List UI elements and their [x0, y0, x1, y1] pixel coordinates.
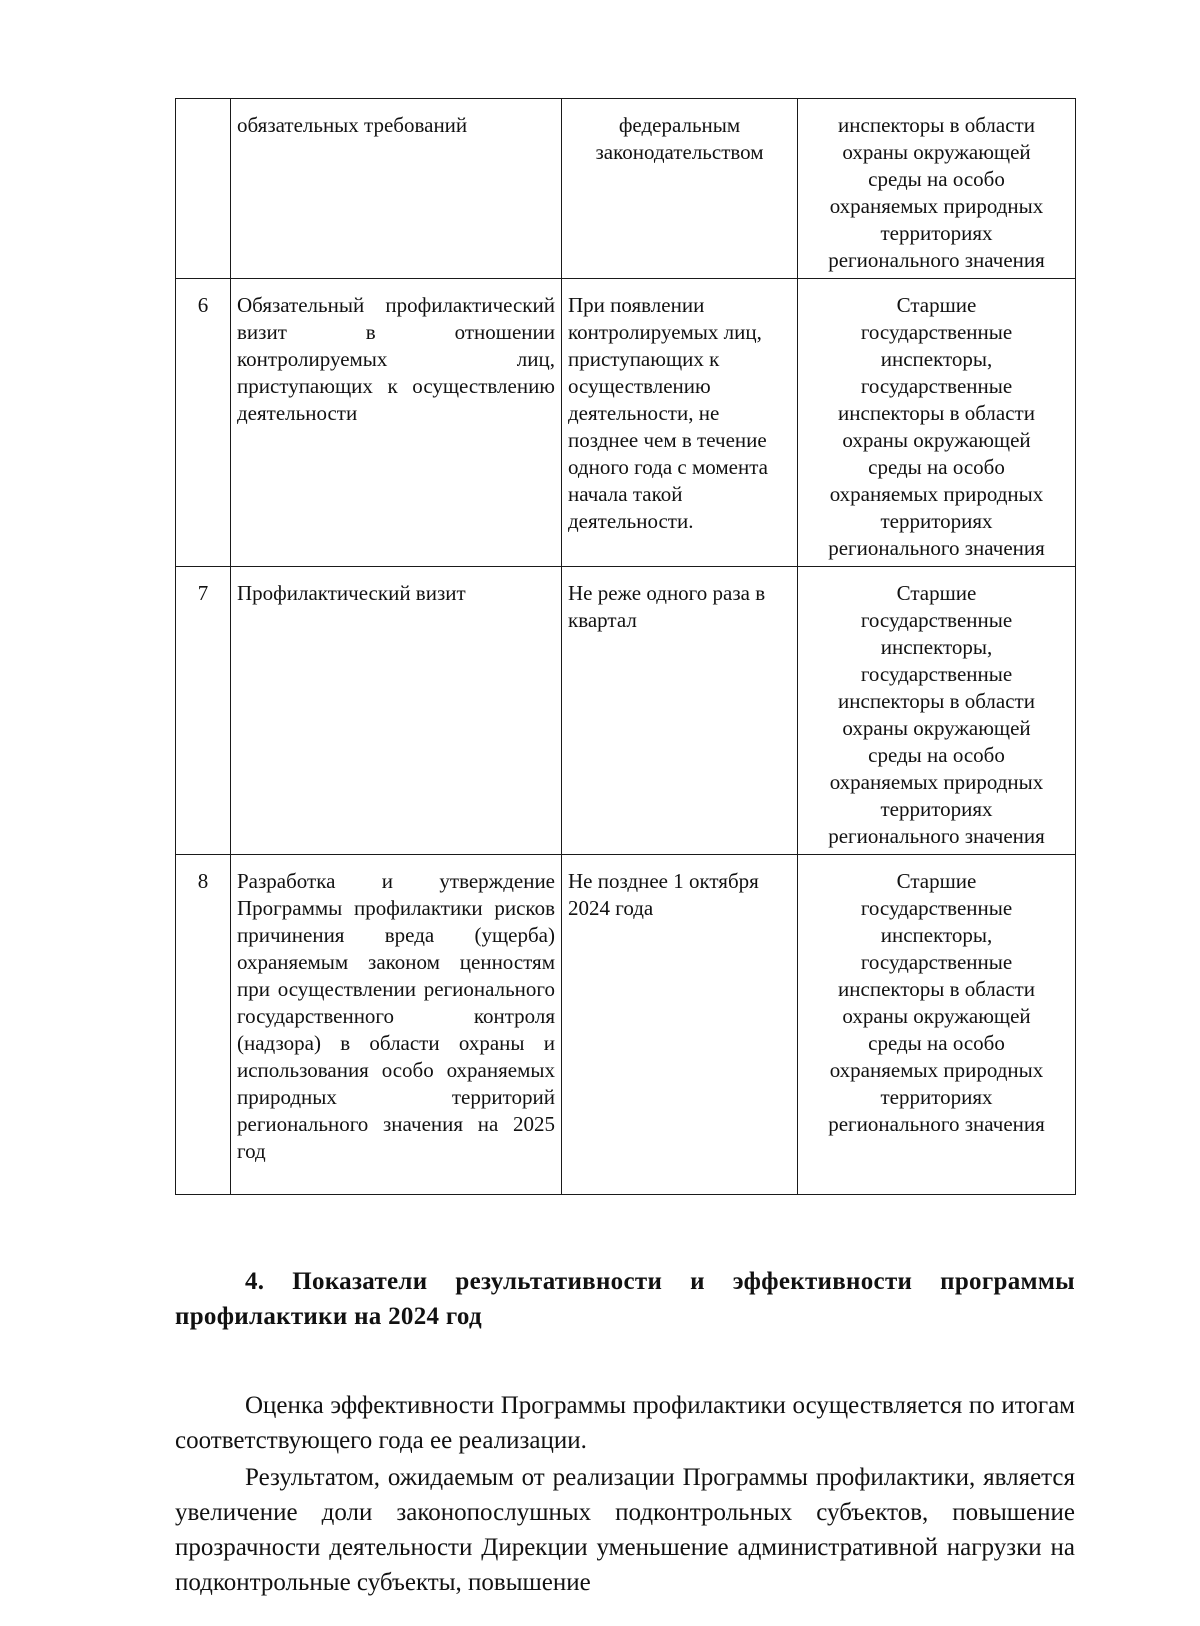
body-paragraph: Результатом, ожидаемым от реализации Программы профилактики, является увеличение доли законопослушных подконтрольных субъектов, повышение прозрачности деятельности Дирекции уменьшение административной нагрузки на подконтрольные субъекты, повышение: [175, 1464, 1075, 1596]
row-number: 6: [176, 279, 231, 567]
measure-term: [562, 855, 798, 1195]
measure-term-text: Не реже одного раза в квартал: [568, 581, 766, 632]
measure-term: [562, 279, 798, 567]
measure-name: [231, 855, 562, 1195]
section-heading: 4. Показатели результативности и эффективности программы профилактики на 2024 год: [175, 1268, 1075, 1330]
measure-responsible: [798, 99, 1076, 279]
measure-name-text: Профилактический визит: [237, 581, 466, 605]
measure-term-text: При появлении контролируемых лиц, приступающих к осуществлению деятельности, не позднее чем в течение одного года с момента начала такой деятельности.: [568, 293, 768, 533]
body-paragraph: Оценка эффективности Программы профилактики осуществляется по итогам соответствующего года ее реализации.: [175, 1392, 1075, 1454]
measure-responsible-text: Старшие государственные инспекторы, государственные инспекторы в области охраны окружающей среды на особо охраняемых природных территориях регионального значения: [828, 293, 1045, 560]
measure-responsible: [798, 567, 1076, 855]
measure-term: [562, 99, 798, 279]
table-row: [176, 855, 1076, 1195]
measure-name: [231, 279, 562, 567]
table-row: [176, 567, 1076, 855]
row-number: 8: [176, 855, 231, 1195]
measure-responsible: [798, 279, 1076, 567]
measure-responsible-text: Старшие государственные инспекторы, государственные инспекторы в области охраны окружающей среды на особо охраняемых природных территориях регионального значения: [828, 581, 1045, 848]
measure-name: [231, 99, 562, 279]
measure-responsible-text: Старшие государственные инспекторы, государственные инспекторы в области охраны окружающей среды на особо охраняемых природных территориях регионального значения: [828, 869, 1045, 1136]
measure-name-text: обязательных требований: [237, 113, 468, 137]
measure-name: [231, 567, 562, 855]
table-row: [176, 279, 1076, 567]
row-number: [176, 99, 231, 279]
row-number: 7: [176, 567, 231, 855]
measure-name-text: Разработка и утверждение Программы профилактики рисков причинения вреда (ущерба) охраняемым законом ценностям при осуществлении регионального государственного контроля (надзора) в области охраны и использования особо охраняемых природных территорий регионального значения на 2025 год: [237, 869, 555, 1163]
table-row: [176, 99, 1076, 279]
measures-table: [175, 98, 1076, 1195]
measure-term-text: федеральным законодательством: [595, 113, 764, 164]
measure-term-text: Не позднее 1 октября 2024 года: [568, 869, 759, 920]
measure-responsible: [798, 855, 1076, 1195]
measure-responsible-text: инспекторы в области охраны окружающей среды на особо охраняемых природных территориях регионального значения: [828, 113, 1045, 272]
measure-term: [562, 567, 798, 855]
measure-name-text: Обязательный профилактический визит в отношении контролируемых лиц, приступающих к осуществлению деятельности: [237, 293, 555, 425]
